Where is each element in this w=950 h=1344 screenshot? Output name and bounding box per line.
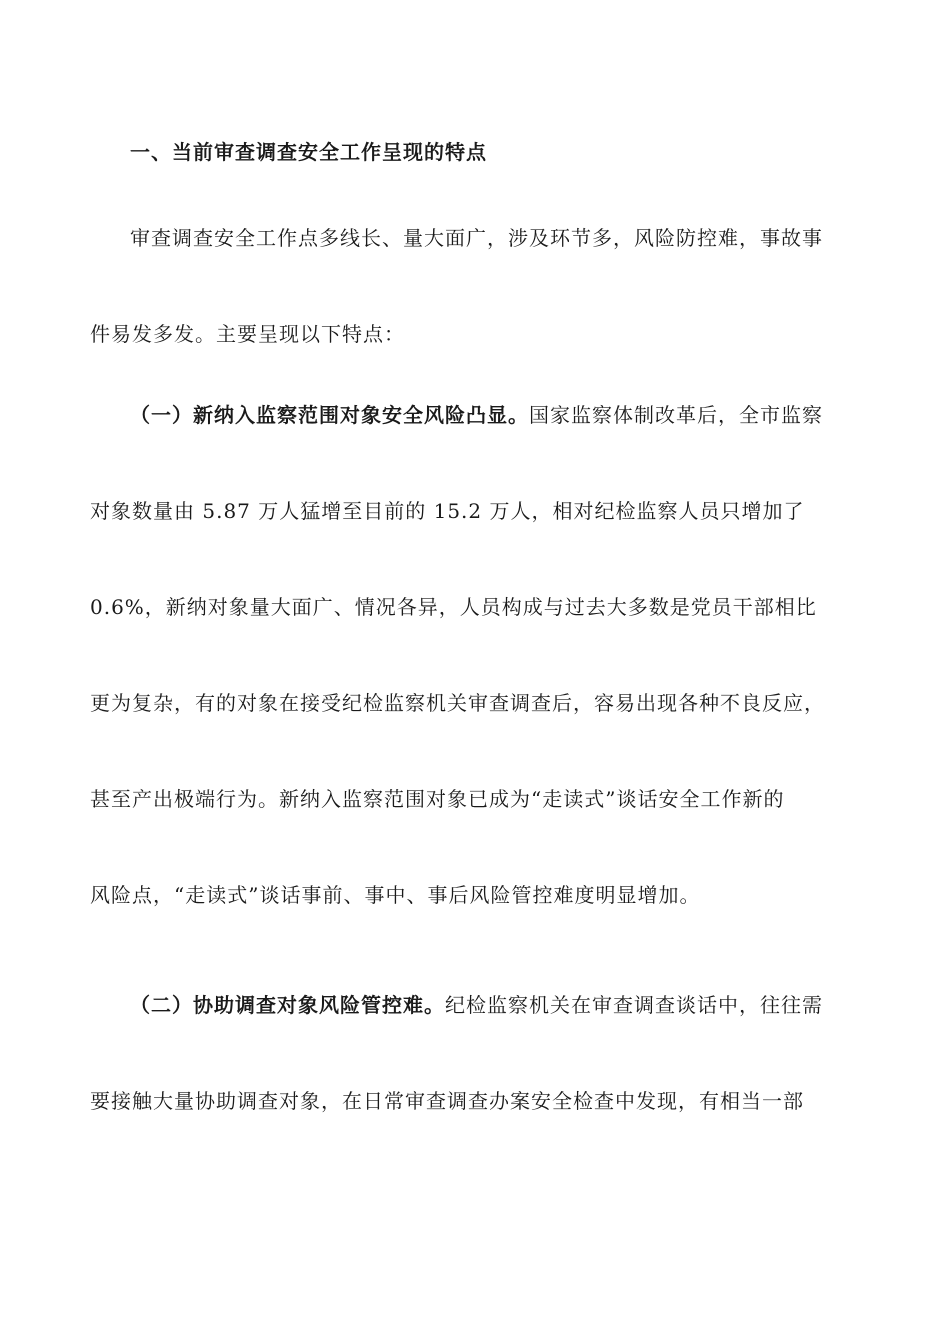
- item2-paragraph: [90, 991, 862, 1183]
- item1-line-1: [90, 401, 862, 497]
- intro-paragraph: [90, 224, 862, 416]
- item2-lead: （二）协助调查对象风险管控难。: [130, 993, 445, 1017]
- intro-line-2: 件易发多发。主要呈现以下特点：: [90, 322, 405, 346]
- section-heading: 一、当前审查调查安全工作呈现的特点: [130, 140, 487, 164]
- item2-line-2: 要接触大量协助调查对象，在日常审查调查办案安全检查中发现，有相当一部: [90, 1089, 804, 1113]
- item2-line-1: [90, 991, 862, 1087]
- item1-line-6: 风险点，“走读式”谈话事前、事中、事后风险管控难度明显增加。: [90, 883, 701, 907]
- item1-line-2: 对象数量由 5.87 万人猛增至目前的 15.2 万人，相对纪检监察人员只增加了: [90, 499, 805, 523]
- item1-line-4: 更为复杂，有的对象在接受纪检监察机关审查调查后，容易出现各种不良反应，: [90, 691, 825, 715]
- item1-line-5: 甚至产出极端行为。新纳入监察范围对象已成为“走读式”谈话安全工作新的: [90, 787, 785, 811]
- item1-first-line-rest: 国家监察体制改革后，全市监察: [529, 403, 823, 427]
- item1-paragraph: [90, 401, 862, 977]
- item2-first-line-rest: 纪检监察机关在审查调查谈话中，往往需: [445, 993, 823, 1017]
- item1-lead: （一）新纳入监察范围对象安全风险凸显。: [130, 403, 529, 427]
- intro-line-1: 审查调查安全工作点多线长、量大面广，涉及环节多，风险防控难，事故事: [130, 226, 823, 250]
- item1-line-3: 0.6%，新纳对象量大面广、情况各异，人员构成与过去大多数是党员干部相比: [90, 595, 817, 619]
